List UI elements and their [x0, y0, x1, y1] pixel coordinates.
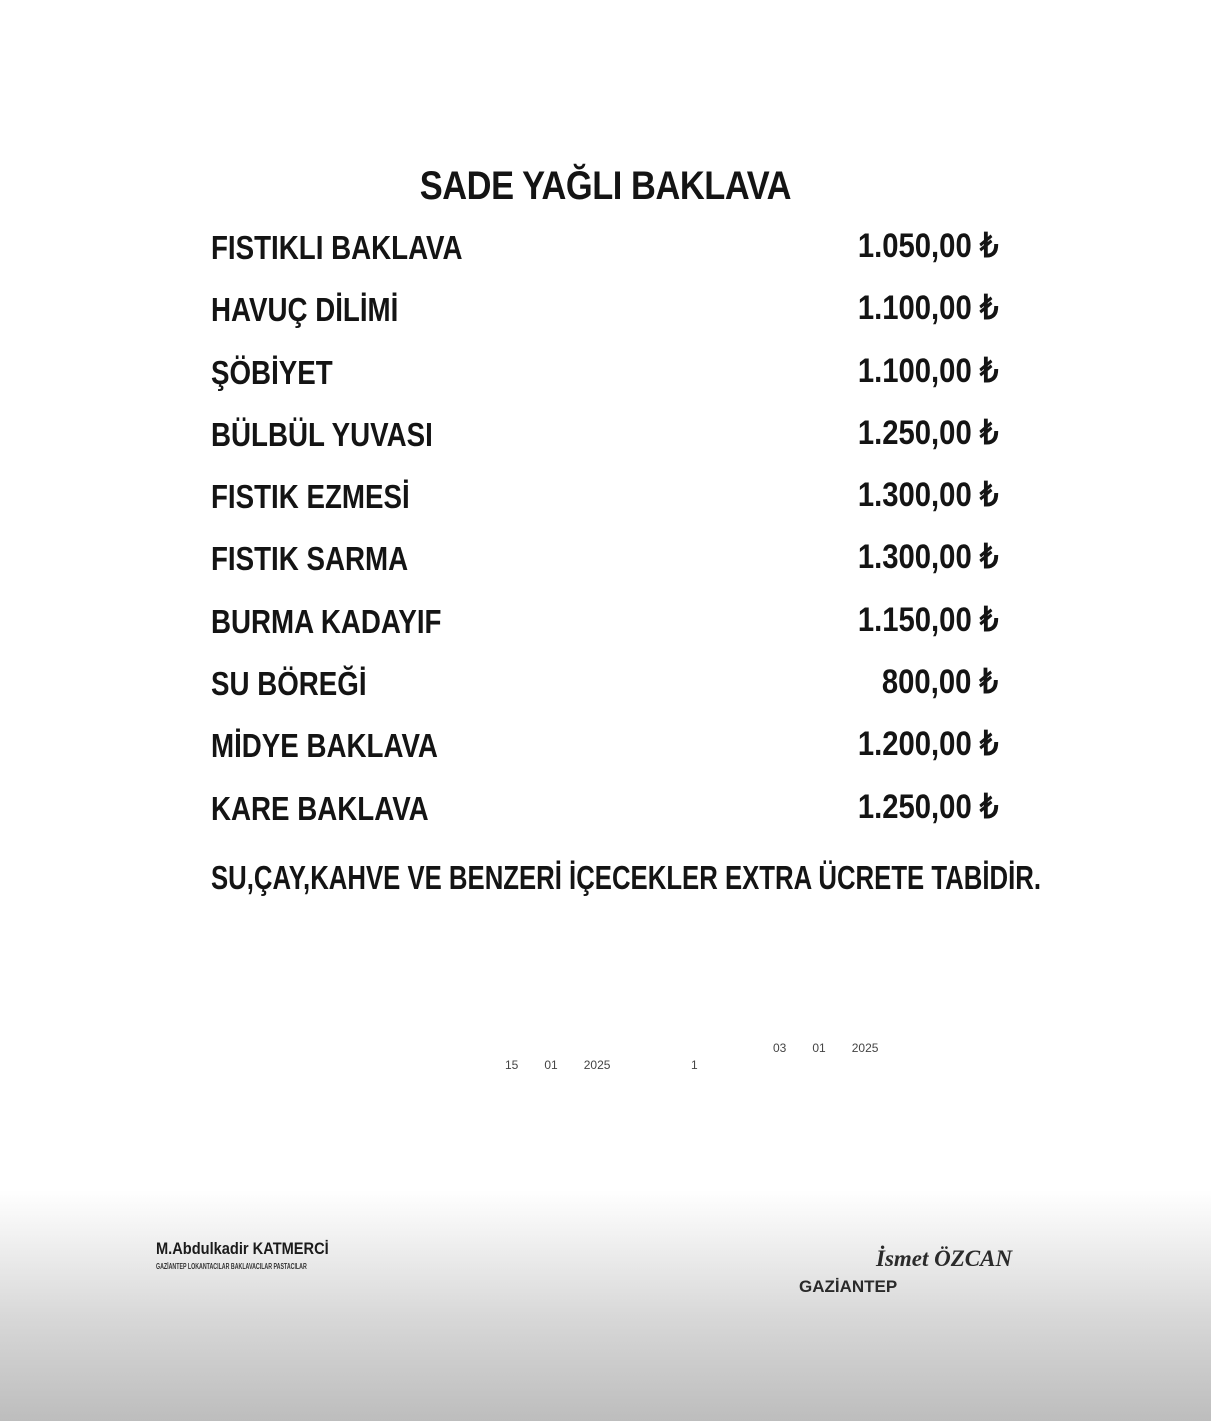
item-name: SU BÖREĞİ [211, 665, 367, 703]
item-name: BÜLBÜL YUVASI [211, 415, 433, 453]
item-price: 1.100,00 ₺ [857, 351, 998, 390]
issue-date-month: 01 [812, 1041, 826, 1055]
price-row [211, 405, 1001, 467]
item-name: HAVUÇ DİLİMİ [211, 291, 399, 329]
item-name: BURMA KADAYIF [211, 602, 442, 640]
approval-date-year: 2025 [583, 1058, 611, 1072]
item-price: 1.100,00 ₺ [857, 289, 998, 328]
price-row [211, 218, 1001, 280]
extra-charge-note: SU,ÇAY,KAHVE VE BENZERİ İÇECEKLER EXTRA ÜCRETE TABİDİR. [211, 859, 1041, 896]
association-president-name: M.Abdulkadir KATMERCİ [156, 1239, 329, 1258]
list-number: 1 [691, 1058, 698, 1072]
item-price: 1.200,00 ₺ [857, 725, 998, 764]
price-row [211, 654, 1001, 716]
item-price: 1.250,00 ₺ [857, 413, 998, 452]
issue-date-year: 2025 [851, 1041, 879, 1055]
item-price: 800,00 ₺ [881, 663, 998, 702]
price-list [211, 218, 1001, 841]
price-row [211, 280, 1001, 342]
menu-title: SADE YAĞLI BAKLAVA [419, 164, 792, 208]
price-row [211, 716, 1001, 778]
item-price: 1.250,00 ₺ [857, 787, 998, 826]
price-row [211, 592, 1001, 654]
item-price: 1.300,00 ₺ [857, 538, 998, 577]
item-name: FISTIK EZMESİ [211, 478, 410, 516]
price-row [211, 467, 1001, 529]
item-price: 1.150,00 ₺ [857, 600, 998, 639]
item-name: MİDYE BAKLAVA [211, 727, 438, 765]
item-name: KARE BAKLAVA [211, 789, 429, 827]
issue-date [773, 1041, 878, 1055]
item-price: 1.300,00 ₺ [857, 476, 998, 515]
signatory-name: İsmet ÖZCAN [876, 1246, 1013, 1271]
item-name: FISTIK SARMA [211, 540, 409, 578]
price-row [211, 529, 1001, 591]
approval-date-day: 15 [505, 1058, 519, 1072]
approval-date [505, 1058, 610, 1072]
association-title: GAZİANTEP LOKANTACILAR BAKLAVACILAR PASTACILAR [156, 1262, 307, 1271]
price-row [211, 779, 1001, 841]
item-price: 1.050,00 ₺ [857, 227, 998, 265]
signatory-city: GAZİANTEP [799, 1277, 898, 1296]
issue-date-day: 03 [773, 1041, 787, 1055]
item-name: FISTIKLI BAKLAVA [211, 229, 463, 266]
item-name: ŞÖBİYET [211, 353, 333, 391]
approval-date-month: 01 [544, 1058, 558, 1072]
price-row [211, 343, 1001, 405]
